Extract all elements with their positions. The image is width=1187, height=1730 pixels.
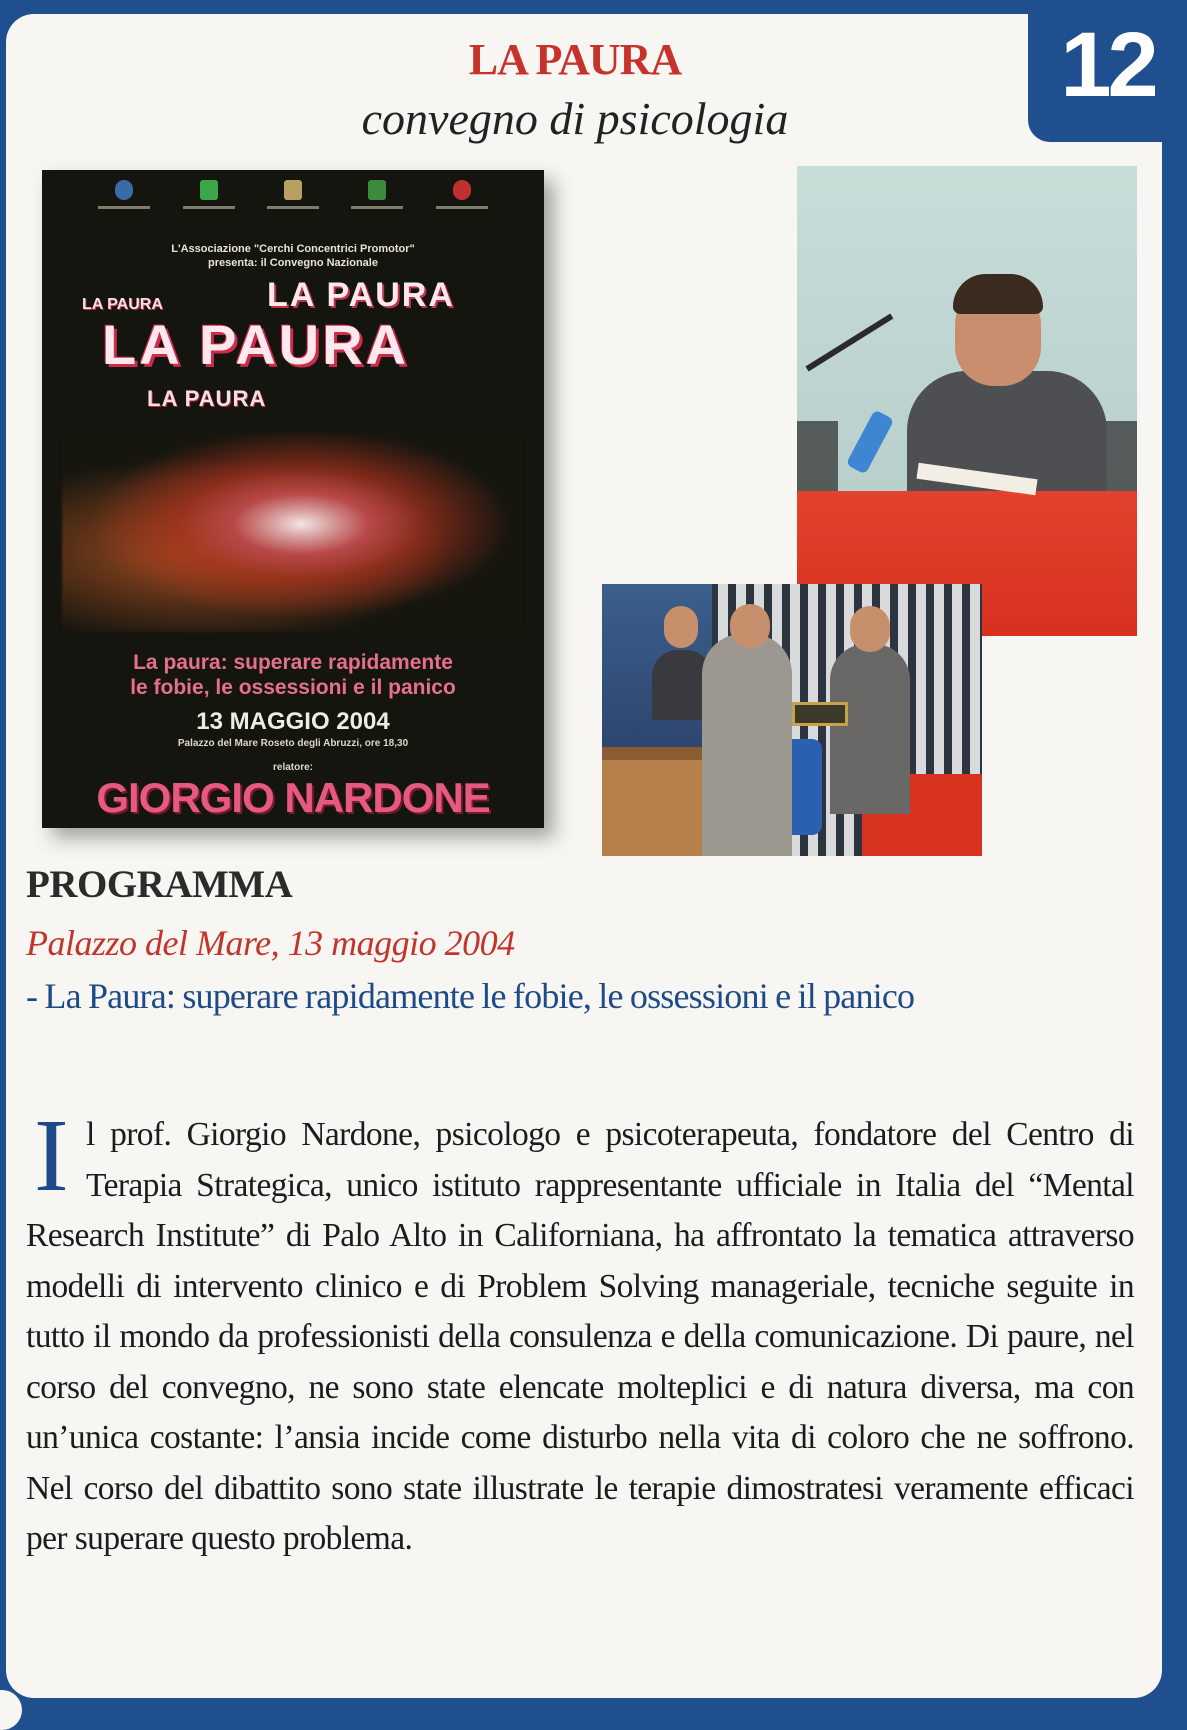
article-text: l prof. Giorgio Nardone, psicologo e psicoterapeuta, fondatore del Centro di Terapia Strategica, unico istituto rappresentante ufficiale in Italia del “Mental Research Institute” di Palo Alto in Californiana, ha affrontato la tematica attraverso modelli di intervento clinico e di Problem Solving manageriale, tecniche seguite in tutto il mondo da professionisti della consulenza e della comunicazione. Di paure, nel corso del convegno, ne sono state elencate molteplici e di natura diversa, ma con un’unica costante: l’ansia incide come disturbo nella vita di coloro che ne soffrono. Nel corso del dibattito sono state illustrate le terapie dimostratesi veramente efficaci per superare questo problema. [26,1116,1134,1557]
event-poster [42,170,544,828]
microphone-icon [805,313,893,371]
sponsor-logo [267,180,319,209]
sponsor-logo [98,180,150,209]
poster-title-small: LA PAURA [82,296,163,313]
poster-date: 13 MAGGIO 2004 [196,708,390,735]
poster-association: L'Associazione "Cerchi Concentrici Promotor" presenta: il Convegno Nazionale [171,243,415,269]
sponsor-logos [42,180,544,230]
program-place-date: Palazzo del Mare, 13 maggio 2004 [26,923,515,963]
speaker-photo [797,166,1137,636]
page-corner-mark [0,1690,22,1730]
poster-speaker: GIORGIO NARDONE [96,774,490,821]
award-photo [602,584,982,856]
drop-cap: I [34,1098,69,1213]
article-body [26,1098,1134,1565]
program-item: - La Paura: superare rapidamente le fobie, le ossessioni e il panico [26,976,915,1016]
poster-title-medium: LA PAURA [267,276,455,314]
sponsor-logo [183,180,235,209]
page-title: LA PAURA [468,35,682,84]
poster-description: La paura: superare rapidamente le fobie, le ossessioni e il panico [130,651,456,699]
poster-title-large: LA PAURA [102,313,410,376]
poster-speaker-label: relatore: [272,762,313,773]
poster-venue: Palazzo del Mare Roseto degli Abruzzi, ore 18,30 [177,738,409,749]
sponsor-logo [436,180,488,209]
sponsor-logo [351,180,403,209]
program-heading: PROGRAMMA [26,863,293,906]
page-number-tab: 12 [1028,0,1187,142]
page-subtitle: convegno di psicologia [361,93,789,144]
poster-artwork [62,432,522,632]
poster-title-small-bottom: LA PAURA [147,386,267,411]
